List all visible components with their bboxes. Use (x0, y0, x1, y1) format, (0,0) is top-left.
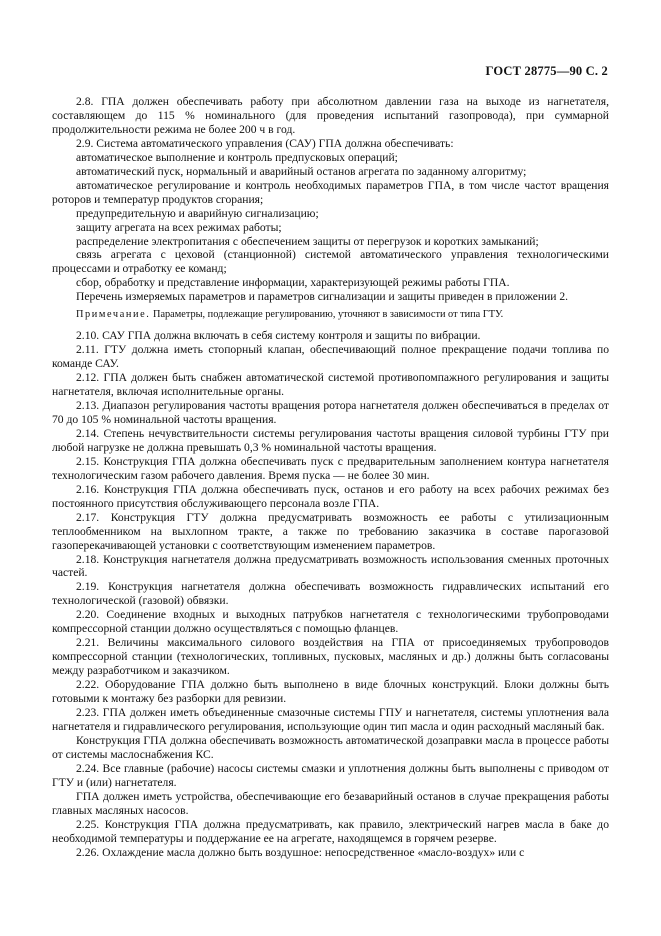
paragraph-2-15: 2.15. Конструкция ГПА должна обеспечивать пуск с предварительным заполнением контура нагнетателя технологическим газом рабочего давления. Время пуска — не более 30 мин. (52, 454, 609, 482)
paragraph-2-25: 2.25. Конструкция ГПА должна предусматривать, как правило, электрический нагрев масла в баке до необходимой температуры и поддержание ее на агрегате, находящемся в горячем резерве. (52, 817, 609, 845)
paragraph-2-21: 2.21. Величины максимального силового воздействия на ГПА от присоединяемых трубопроводов компрессорной станции (технологических, топливных, пусковых, масляных и др.) должны быть согласованы между разработчиком и заказчиком. (52, 636, 609, 678)
paragraph-2-24-cont: ГПА должен иметь устройства, обеспечивающие его безаварийный останов в случае прекращения работы главных масляных насосов. (52, 789, 609, 817)
paragraph-2-12: 2.12. ГПА должен быть снабжен автоматической системой противопомпажного регулирования и защиты нагнетателя, включая исполнительные органы. (52, 371, 609, 399)
paragraph-2-22: 2.22. Оборудование ГПА должно быть выполнено в виде блочных конструкций. Блоки должны быть готовыми к монтажу без разборки для ревизии. (52, 678, 609, 706)
paragraph-2-9: 2.9. Система автоматического управления (САУ) ГПА должна обеспечивать: (76, 136, 454, 150)
list-item: сбор, обработку и представление информации, характеризующей режимы работы ГПА. (76, 276, 510, 290)
note-text: Параметры, подлежащие регулированию, уточняют в зависимости от типа ГТУ. (153, 309, 504, 321)
paragraph-2-23-cont: Конструкция ГПА должна обеспечивать возможность автоматической дозаправки масла в процессе работы от системы маслоснабжения КС. (52, 733, 609, 761)
paragraph-2-26: 2.26. Охлаждение масла должно быть воздушное: непосредственное «масло-воздух» или с (76, 845, 525, 859)
list-item: предупредительную и аварийную сигнализацию; (76, 206, 319, 220)
section-b (52, 329, 609, 859)
paragraph-2-20: 2.20. Соединение входных и выходных патрубков нагнетателя с технологическими трубопроводами компрессорной станции должно осуществляться с помощью фланцев. (52, 608, 609, 636)
page-header: ГОСТ 28775—90 С. 2 (485, 64, 608, 78)
paragraph-2-13: 2.13. Диапазон регулирования частоты вращения ротора нагнетателя должен обеспечиваться в пределах от 70 до 105 % номинальной частоты вращения. (52, 399, 609, 426)
list-item: распределение электропитания с обеспечением защиты от перегрузок и коротких замыканий; (76, 234, 539, 248)
paragraph-2-17: 2.17. Конструкция ГТУ должна предусматривать возможность ее работы с утилизационным теплообменником на выхлопном тракте, а также по требованию заказчика в составе парогазовой газоперекачивающей установки с соответствующим изменением параметров. (52, 510, 609, 552)
list-item: защиту агрегата на всех режимах работы; (76, 220, 282, 234)
document-body (52, 95, 609, 859)
section-a (52, 95, 609, 304)
paragraph-2-18: 2.18. Конструкция нагнетателя должна предусматривать возможность использования сменных проточных частей. (52, 552, 609, 580)
paragraph-2-14: 2.14. Степень нечувствительности системы регулирования частоты вращения силовой турбины ГТУ при любой нагрузке не должна превышать 0,3 % номинальной частоты вращения. (52, 426, 609, 454)
paragraph-2-8: 2.8. ГПА должен обеспечивать работу при абсолютном давлении газа на выходе из нагнетателя, составляющем до 115 % номинального (для проведения испытаний газопровода), при суммарной продолжительности режима не более 200 ч в год. (52, 95, 609, 136)
note (52, 308, 609, 322)
paragraph-2-16: 2.16. Конструкция ГПА должна обеспечивать пуск, останов и его работу на всех рабочих режимах без постоянного присутствия обслуживающего персонала возле ГПА. (52, 482, 609, 510)
list-item: автоматическое регулирование и контроль необходимых параметров ГПА, в том числе частот вращения роторов и температур продуктов сгорания; (52, 178, 609, 206)
list-item: автоматический пуск, нормальный и аварийный останов агрегата по заданному алгоритму; (76, 164, 527, 178)
list-item: автоматическое выполнение и контроль предпусковых операций; (76, 150, 398, 164)
paragraph-2-10: 2.10. САУ ГПА должна включать в себя систему контроля и защиты по вибрации. (76, 329, 481, 343)
paragraph-2-19: 2.19. Конструкция нагнетателя должна обеспечивать возможность гидравлических испытаний его технологической (газовой) обвязки. (52, 580, 609, 608)
paragraph-2-24: 2.24. Все главные (рабочие) насосы системы смазки и уплотнения должны быть выполнены с приводом от ГТУ и (или) нагнетателя. (52, 761, 609, 789)
paragraph-2-23: 2.23. ГПА должен иметь объединенные смазочные системы ГПУ и нагнетателя, системы уплотнения вала нагнетателя и гидравлического регулирования, использующие один тип масла и один расходный масляный бак. (52, 705, 609, 733)
note-label: Примечание. (76, 309, 151, 321)
list-item: связь агрегата с цеховой (станционной) системой автоматического управления технологическими процессами и отработку ее команд; (52, 248, 609, 276)
appendix-reference: Перечень измеряемых параметров и параметров сигнализации и защиты приведен в приложении 2. (76, 290, 569, 304)
paragraph-2-11: 2.11. ГТУ должна иметь стопорный клапан, обеспечивающий полное прекращение подачи топлива по команде САУ. (52, 343, 609, 371)
